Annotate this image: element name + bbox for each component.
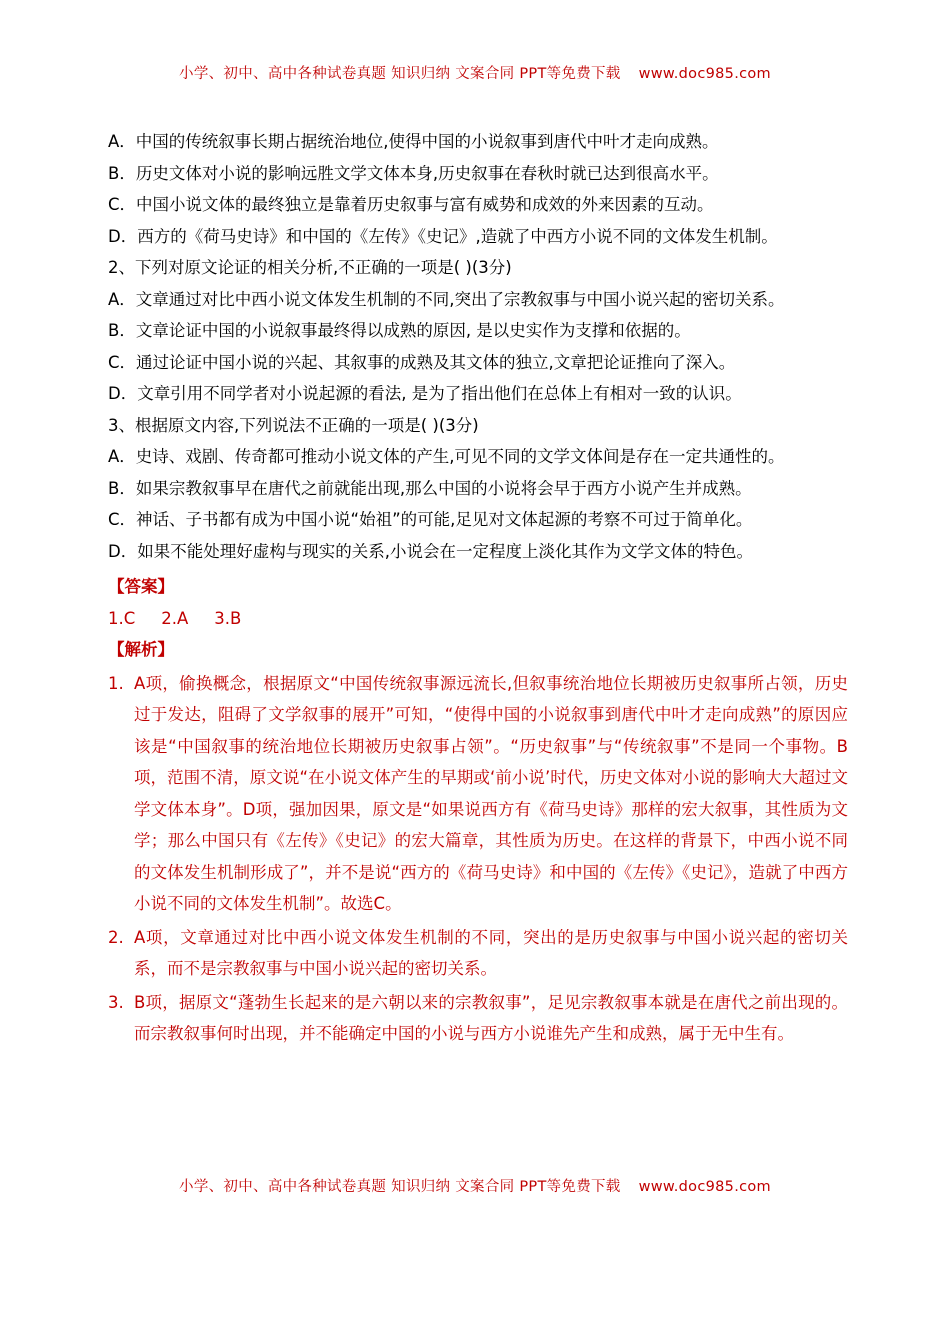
question1-option-a: A．中国的传统叙事长期占据统治地位,使得中国的小说叙事到唐代中叶才走向成熟。 [108,132,719,151]
question3-stem: 3、根据原文内容,下列说法不正确的一项是( )(3分) [108,415,479,435]
answer-section-title: 【答案】 [108,577,174,596]
explanation-section-title: 【解析】 [108,640,174,659]
explanation-item-text: A项，文章通过对比中西小说文体发生机制的不同，突出的是历史叙事与中国小说兴起的密切关系，而不是宗教叙事与中国小说兴起的密切关系。 [134,927,848,978]
explanation-item [108,922,848,985]
header-banner-text: 小学、初中、高中各种试卷真题 知识归纳 文案合同 PPT等免费下载 [179,66,621,82]
answer-item-2: 2.A [161,608,189,628]
question2-option-c: C．通过论证中国小说的兴起、其叙事的成熟及其文体的独立,文章把论证推向了深入。 [108,352,736,372]
answer-item-3: 3.B [214,608,242,628]
answer-item-1: 1.C [108,608,136,628]
footer-banner-url: www.doc985.com [638,1179,771,1195]
question1-option-b: B．历史文体对小说的影响远胜文学文体本身,历史叙事在春秋时就已达到很高水平。 [108,163,719,183]
question3-option-c: C．神话、子书都有成为中国小说“始祖”的可能,足见对文体起源的考察不可过于简单化。 [108,510,753,529]
explanation-item-text: A项，偷换概念，根据原文“中国传统叙事源远流长,但叙事统治地位长期被历史叙事所占领，历史过于发达，阻碍了文学叙事的展开”可知，“使得中国的小说叙事到唐代中叶才走向成熟”的原因应该是“中国叙事的统治地位长期被历史叙事占领”。“历史叙事”与“传统叙事”不是同一个事物。B项，范围不清，原文说“在小说文体产生的早期或‘前小说’时代，历史文体对小说的影响大大超过文学文体本身”。D项，强加因果，原文是“如果说西方有《荷马史诗》那样的宏大叙事，其性质为文学；那么中国只有《左传》《史记》的宏大篇章，其性质为历史。在这样的背景下，中西小说不同的文体发生机制形成了”，并不是说“西方的《荷马史诗》和中国的《左传》《史记》，造就了中西方小说不同的文体发生机制”。故选C。 [134,673,848,913]
question1-option-d: D．西方的《荷马史诗》和中国的《左传》《史记》,造就了中西方小说不同的文体发生机制。 [108,226,778,246]
footer-banner-text: 小学、初中、高中各种试卷真题 知识归纳 文案合同 PPT等免费下载 [179,1179,621,1195]
explanation-item-number: 1. [108,673,124,693]
explanation-item-number: 2. [108,927,124,947]
question2-stem: 2、下列对原文论证的相关分析,不正确的一项是( )(3分) [108,258,512,277]
question2-option-a: A．文章通过对比中西小说文体发生机制的不同,突出了宗教叙事与中国小说兴起的密切关系。 [108,289,785,309]
explanation-item-text: B项，据原文“蓬勃生长起来的是六朝以来的宗教叙事”，足见宗教叙事本就是在唐代之前出现的。而宗教叙事何时出现，并不能确定中国的小说与西方小说谁先产生和成熟，属于无中生有。 [134,992,848,1043]
question2-option-b: B．文章论证中国的小说叙事最终得以成熟的原因, 是以史实作为支撑和依据的。 [108,321,691,340]
explanation-item-number: 3. [108,992,124,1012]
document-content [108,126,848,1050]
question2-option-d: D．文章引用不同学者对小说起源的看法, 是为了指出他们在总体上有相对一致的认识。 [108,384,742,403]
question3-option-d: D．如果不能处理好虚构与现实的关系,小说会在一定程度上淡化其作为文学文体的特色。 [108,541,753,561]
header-banner-url: www.doc985.com [638,66,771,82]
question3-option-a: A．史诗、戏剧、传奇都可推动小说文体的产生,可见不同的文学文体间是存在一定共通性的。 [108,447,785,466]
footer-banner [0,1175,950,1196]
explanation-item [108,668,848,920]
explanation-item [108,987,848,1050]
header-banner [0,62,950,83]
question3-option-b: B．如果宗教叙事早在唐代之前就能出现,那么中国的小说将会早于西方小说产生并成熟。 [108,478,752,498]
answer-row [108,603,848,635]
question1-option-c: C．中国小说文体的最终独立是靠着历史叙事与富有威势和成效的外来因素的互动。 [108,195,714,214]
